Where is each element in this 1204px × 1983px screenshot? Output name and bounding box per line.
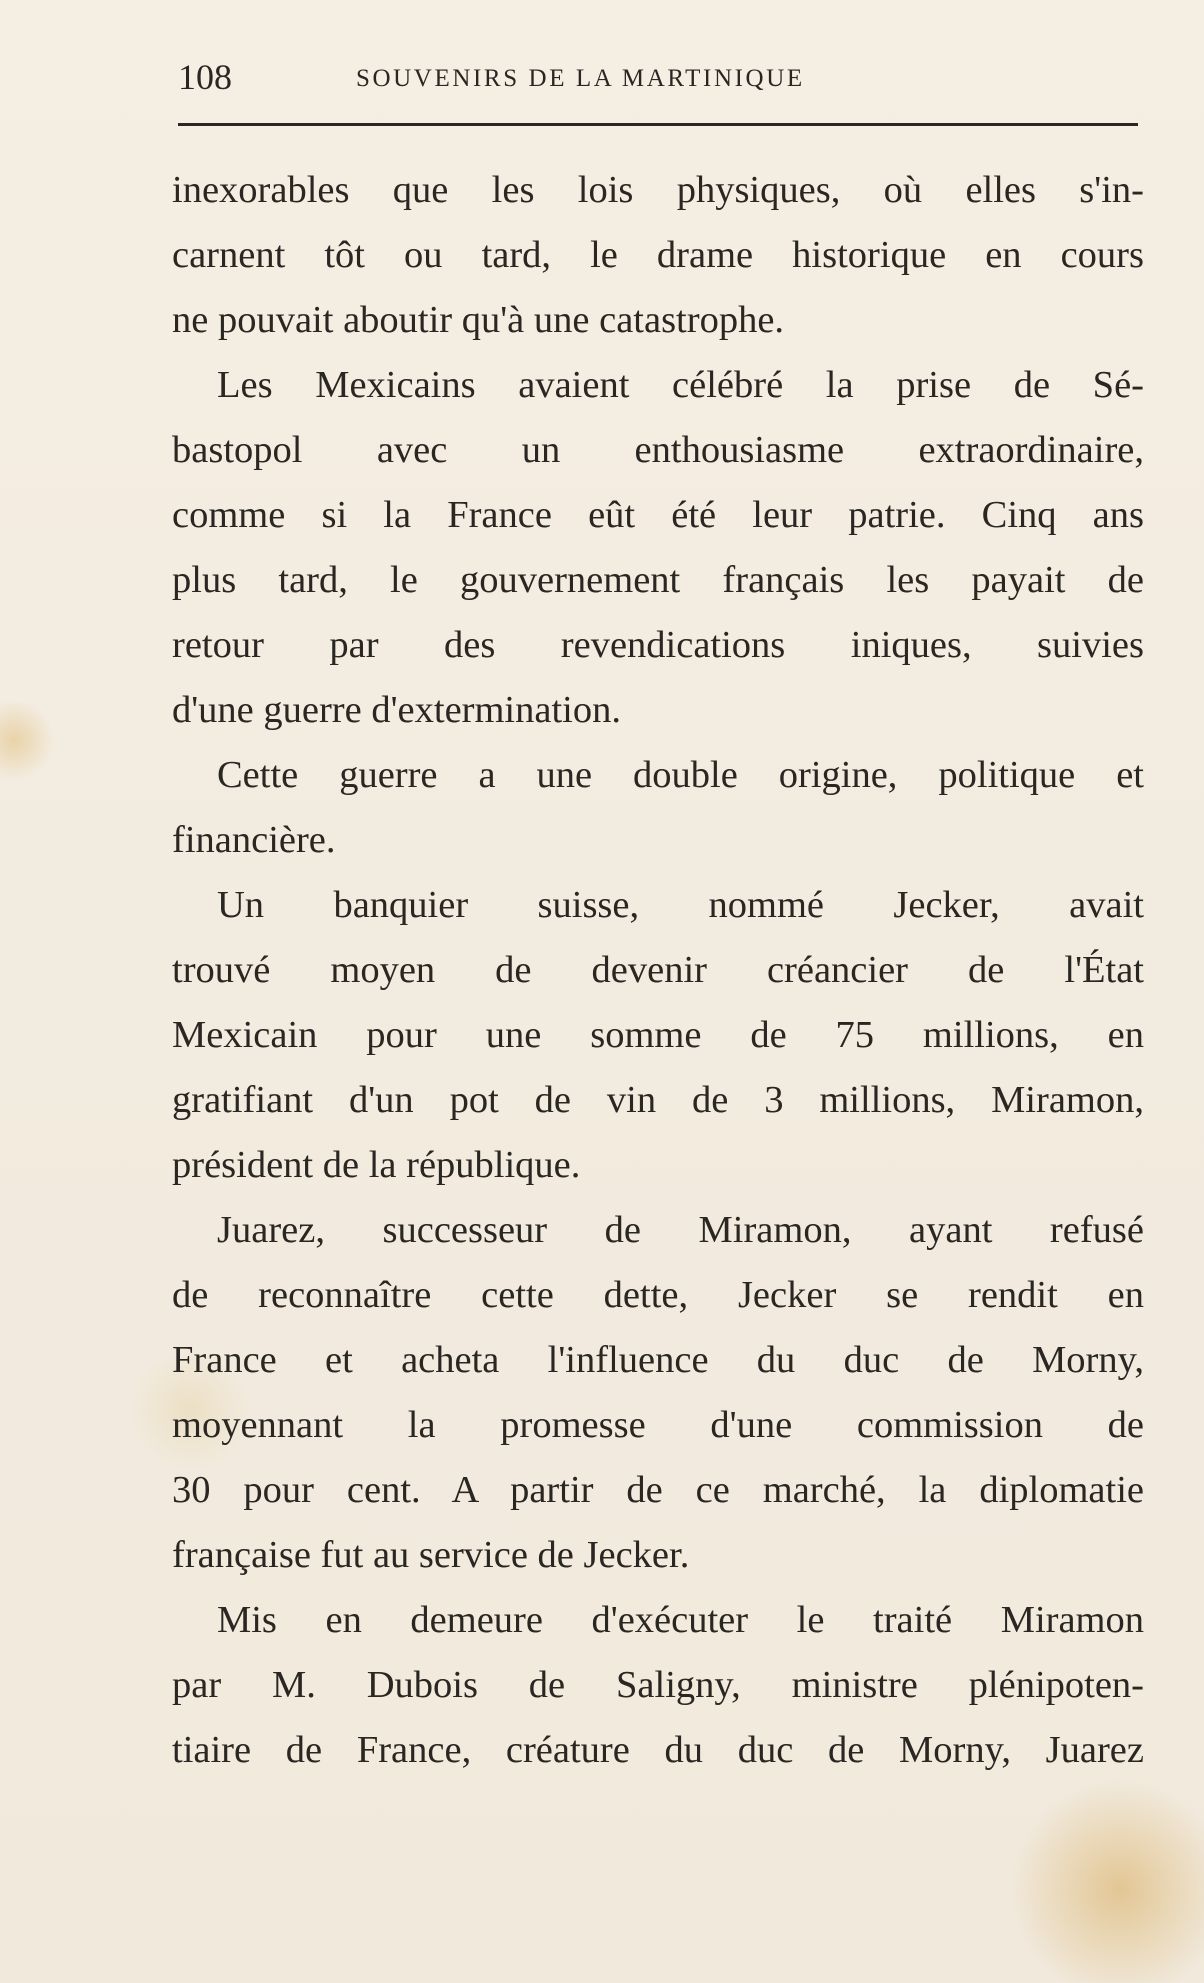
paragraph: [172, 1588, 1144, 1783]
text-line: Un banquier suisse, nommé Jecker, avait: [217, 884, 1144, 926]
text-line: trouvé moyen de devenir créancier de l'État: [172, 949, 1144, 991]
text-line: moyennant la promesse d'une commission de: [172, 1404, 1144, 1446]
text-line: de reconnaître cette dette, Jecker se rendit en: [172, 1274, 1144, 1316]
text-line: 30 pour cent. A partir de ce marché, la diplomatie: [172, 1469, 1144, 1511]
text-line: président de la république.: [172, 1144, 581, 1186]
text-line: inexorables que les lois physiques, où elles s'in-: [172, 169, 1144, 211]
header-rule: [178, 123, 1138, 126]
body-text: [172, 158, 1144, 1783]
paragraph: [172, 1198, 1144, 1588]
text-line: Cette guerre a une double origine, politique et: [217, 754, 1144, 796]
paragraph: [172, 158, 1144, 353]
text-line: par M. Dubois de Saligny, ministre plénipoten-: [172, 1664, 1144, 1706]
text-line: plus tard, le gouvernement français les payait de: [172, 559, 1144, 601]
text-line: d'une guerre d'extermination.: [172, 689, 621, 731]
text-line: Mexicain pour une somme de 75 millions, en: [172, 1014, 1144, 1056]
paragraph: [172, 873, 1144, 1198]
text-line: comme si la France eût été leur patrie. Cinq ans: [172, 494, 1144, 536]
page-number: 108: [178, 57, 232, 97]
paragraph: [172, 743, 1144, 873]
text-line: retour par des revendications iniques, suivies: [172, 624, 1144, 666]
text-line: France et acheta l'influence du duc de Morny,: [172, 1339, 1144, 1381]
page-header: [178, 52, 1138, 102]
text-line: financière.: [172, 819, 336, 861]
text-line: Les Mexicains avaient célébré la prise de Sé-: [217, 364, 1144, 406]
text-line: française fut au service de Jecker.: [172, 1534, 690, 1576]
text-line: Mis en demeure d'exécuter le traité Miramon: [217, 1599, 1144, 1641]
paragraph: [172, 353, 1144, 743]
text-line: carnent tôt ou tard, le drame historique en cours: [172, 234, 1144, 276]
text-line: bastopol avec un enthousiasme extraordinaire,: [172, 429, 1144, 471]
text-line: gratifiant d'un pot de vin de 3 millions, Miramon,: [172, 1079, 1144, 1121]
text-line: ne pouvait aboutir qu'à une catastrophe.: [172, 299, 785, 341]
text-line: tiaire de France, créature du duc de Morny, Juarez: [172, 1729, 1144, 1771]
running-title: SOUVENIRS DE LA MARTINIQUE: [356, 65, 805, 92]
text-line: Juarez, successeur de Miramon, ayant refusé: [217, 1209, 1144, 1251]
